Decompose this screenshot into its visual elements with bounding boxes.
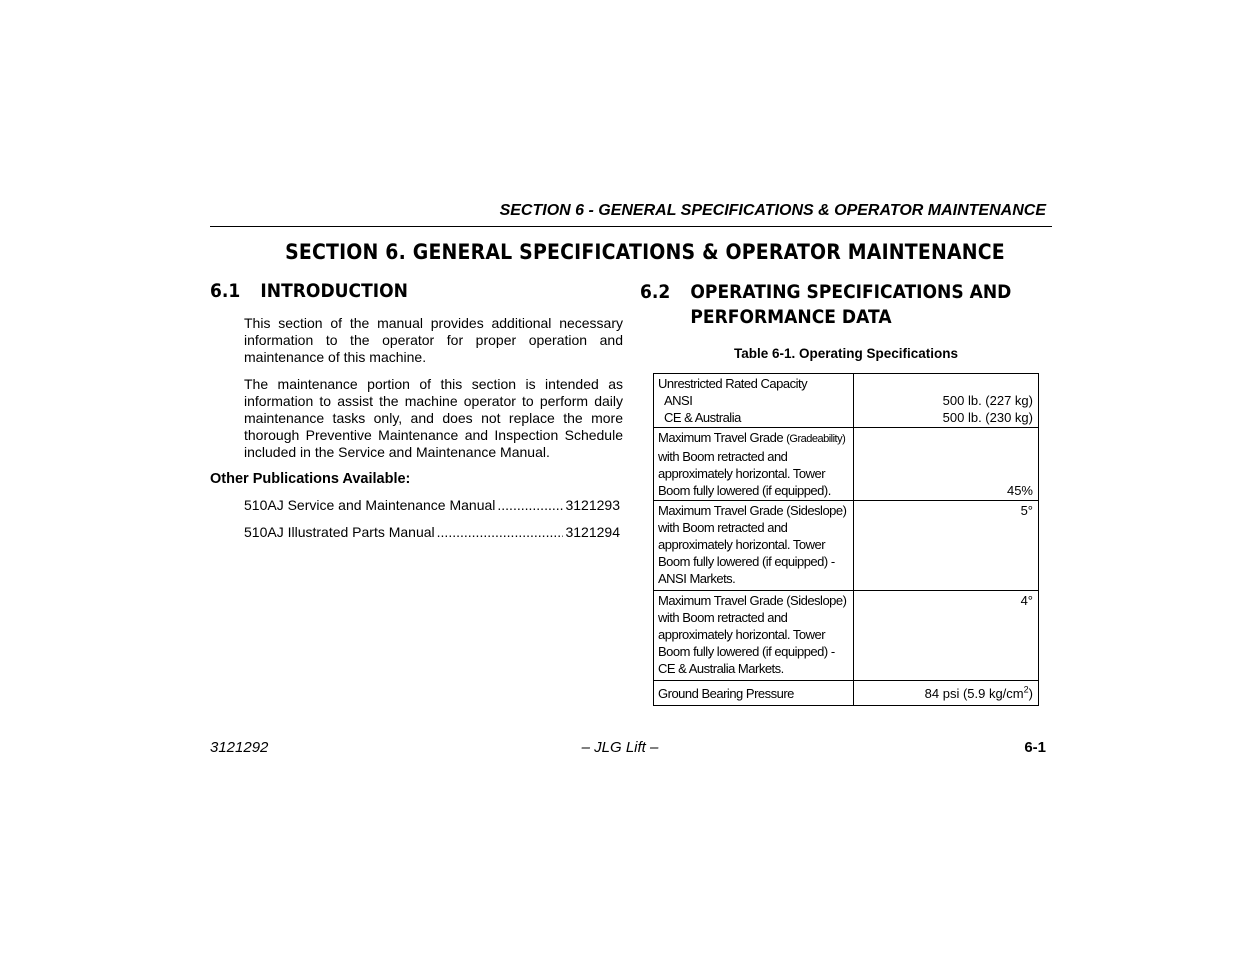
gradeability-label-rest: with Boom retracted and approximately horizontal. Tower Boom fully lowered (if equipped). [658, 449, 831, 498]
capacity-label-cell [654, 374, 854, 428]
publication-number: 3121294 [565, 524, 620, 540]
intro-heading-text: INTRODUCTION [260, 280, 408, 302]
capacity-label: Unrestricted Rated Capacity [658, 376, 808, 391]
intro-heading-number: 6.1 [210, 280, 241, 302]
header-rule [210, 226, 1052, 227]
pressure-label: Ground Bearing Pressure [654, 681, 854, 706]
table-row [654, 501, 1039, 591]
sideslope-ansi-label: Maximum Travel Grade (Sideslope) with Boom retracted and approximately horizontal. Tower Boom fully lowered (if equipped) - ANSI Markets. [654, 501, 854, 591]
sideslope-ce-value: 4° [854, 591, 1039, 681]
intro-paragraph-2: The maintenance portion of this section is intended as information to assist the machine operator to perform daily maintenance tasks only, and does not replace the more thorough Preventive Maintenance and Inspection Schedule included in the Service and Maintenance Manual. [244, 376, 623, 460]
specs-heading-line2: PERFORMANCE DATA [690, 306, 892, 328]
specs-heading-number: 6.2 [640, 281, 671, 303]
operating-specifications-table [653, 373, 1039, 706]
gradeability-value: 45% [854, 428, 1039, 501]
pressure-value-superscript: 2 [1023, 684, 1029, 695]
running-header: SECTION 6 - GENERAL SPECIFICATIONS & OPERATOR MAINTENANCE [499, 202, 1046, 219]
intro-heading [210, 280, 408, 302]
table-row [654, 681, 1039, 706]
capacity-ansi-value: 500 lb. (227 kg) [942, 393, 1033, 408]
section-title: SECTION 6. GENERAL SPECIFICATIONS & OPERATOR MAINTENANCE [285, 240, 1005, 264]
footer-page-number: 6-1 [1024, 739, 1046, 756]
gradeability-label-cell [654, 428, 854, 501]
dot-leader [437, 524, 564, 540]
publication-title: 510AJ Illustrated Parts Manual [244, 524, 435, 540]
table-row [654, 374, 1039, 428]
sideslope-ansi-value: 5° [854, 501, 1039, 591]
footer-document-number: 3121292 [210, 739, 269, 756]
sideslope-ce-label: Maximum Travel Grade (Sideslope) with Boom retracted and approximately horizontal. Tower Boom fully lowered (if equipped) - CE & Australia Markets. [654, 591, 854, 681]
gradeability-note: (Gradeability) [786, 433, 846, 445]
capacity-ce-value: 500 lb. (230 kg) [942, 410, 1033, 425]
publication-number: 3121293 [565, 497, 620, 513]
pressure-value: 84 psi (5.9 kg/cm [924, 686, 1024, 701]
footer-publisher: – JLG Lift – [581, 739, 659, 756]
dot-leader [497, 497, 563, 513]
pressure-value-cell [854, 681, 1039, 706]
gradeability-label: Maximum Travel Grade [658, 430, 784, 445]
capacity-ce-label: CE & Australia [664, 410, 741, 425]
publication-title: 510AJ Service and Maintenance Manual [244, 497, 496, 513]
specs-heading-line1: OPERATING SPECIFICATIONS AND [690, 281, 1012, 303]
intro-paragraph-1: This section of the manual provides additional necessary information to the operator for proper operation and maintenance of this machine. [244, 315, 623, 365]
specs-heading [640, 280, 1011, 330]
capacity-ansi-label: ANSI [664, 393, 693, 408]
publications-heading: Other Publications Available: [210, 471, 411, 487]
capacity-value-cell [854, 374, 1039, 428]
table-row [654, 428, 1039, 501]
pressure-value-close: ) [1028, 686, 1033, 701]
publication-item [244, 524, 620, 540]
table-row [654, 591, 1039, 681]
table-caption: Table 6-1. Operating Specifications [733, 346, 959, 361]
publication-item [244, 497, 620, 513]
